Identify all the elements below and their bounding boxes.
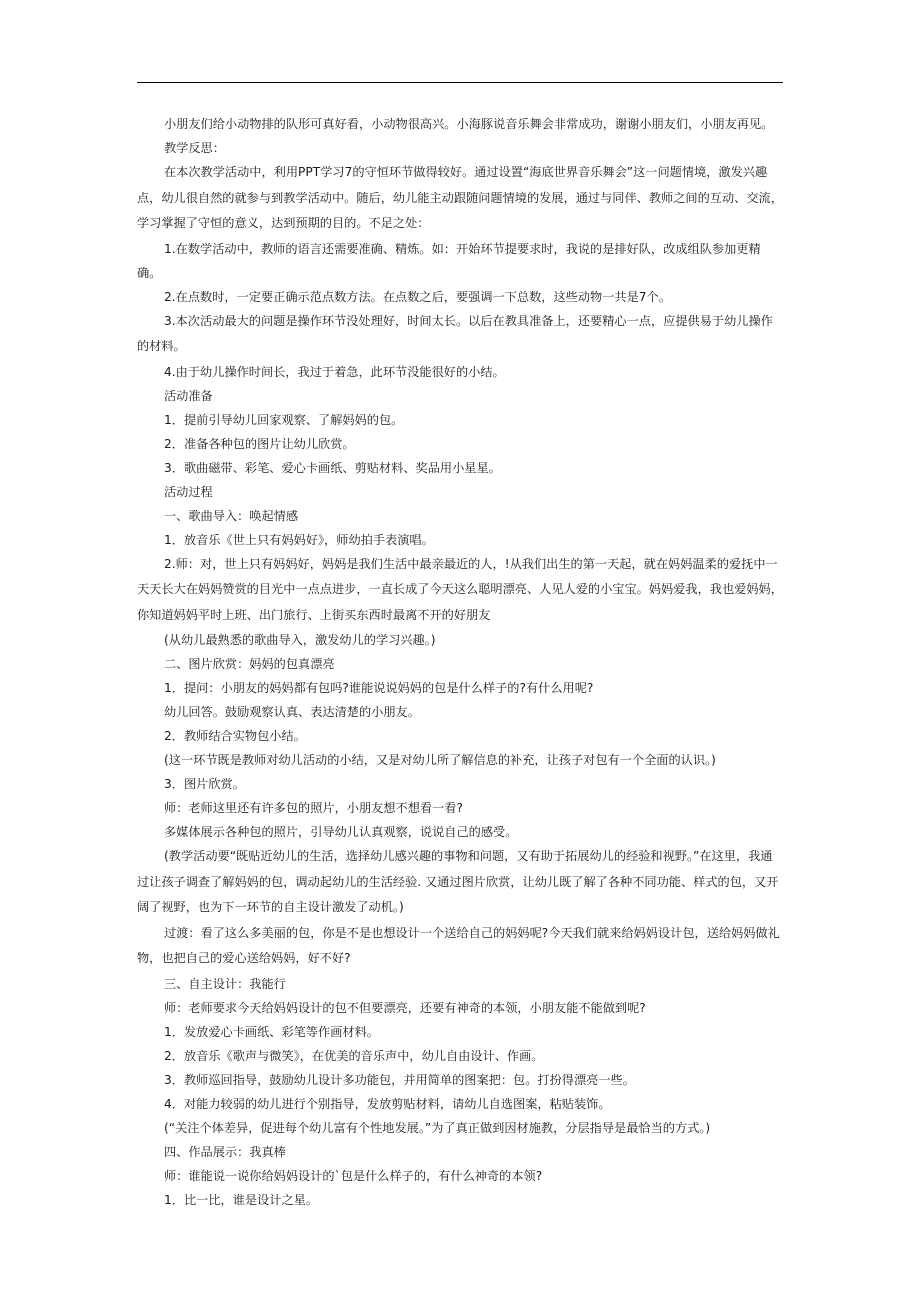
reflection-item-1: 1.在数学活动中，教师的语言还需要准确、精炼。如：开始环节提要求时，我说的是排好队，改成组队参加更精确。: [137, 241, 761, 280]
section-1-heading: 一、歌曲导入：唤起情感: [164, 508, 299, 523]
paragraph-reflection: 在本次教学活动中，利用PPT学习7的守恒环节做得较好。通过设置“海底世界音乐舞会”这一问题情境，激发兴趣点，幼儿很自然的就参与到教学活动中。随后，幼儿能主动跟随问题情境的发展，通过与同伴、教师之间的互动、交流，学习掌握了守恒的意义，达到预期的目的。不足之处：: [137, 165, 783, 230]
section-3-item-1: 1．发放爱心卡画纸、彩笔等作画材料。: [164, 1024, 379, 1039]
heading-process: 活动过程: [164, 484, 213, 499]
reflection-item-3: 3.本次活动最大的问题是操作环节没处理好，时间太长。以后在教具准备上，还要精心一点，应提供易于幼儿操作的材料。: [137, 313, 773, 353]
section-2-teacher: 师：老师这里还有许多包的照片，小朋友想不想看一看?: [164, 801, 463, 815]
section-3-item-2: 2．放音乐《歌声与微笑》，在优美的音乐声中，幼儿自由设计、作画。: [164, 1048, 544, 1063]
section-3-note: (“关注个体差异，促进每个幼儿富有个性地发展。”为了真正做到因材施教，分层指导是最恰当的方式。): [164, 1120, 711, 1135]
section-3-item-4: 4．对能力较弱的幼儿进行个别指导，发放剪贴材料，请幼儿自选图案，粘贴装饰。: [164, 1096, 611, 1111]
reflection-item-4: 4.由于幼儿操作时间长，我过于着急，此环节没能很好的小结。: [164, 364, 505, 379]
section-2-note-2: (教学活动要“既贴近幼儿的生活，选择幼儿感兴趣的事物和问题，又有助于拓展幼儿的经验和视野。”在这里，我通过让孩子调查了解妈妈的包，调动起幼儿的生活经验. 又通过图片欣赏，让幼儿既了解了各种不同功能、样式的包，又开阔了视野，也为下一环节的自主设计激发了动机。): [137, 849, 779, 914]
preparation-item-3: 3．歌曲磁带、彩笔、爱心卡画纸、剪贴材料、奖品用小星星。: [164, 460, 501, 475]
section-2-heading: 二、图片欣赏：妈妈的包真漂亮: [164, 657, 335, 671]
section-3-teacher: 师：老师要求今天给妈妈设计的包不但要漂亮，还要有神奇的本领，小朋友能不能做到呢?: [164, 1000, 646, 1015]
preparation-item-2: 2．准备各种包的图片让幼儿欣赏。: [164, 436, 355, 451]
section-4-teacher: 师：谁能说一说你给妈妈设计的`包是什么样子的，有什么神奇的本领?: [164, 1168, 543, 1183]
header-rule: [137, 82, 783, 83]
reflection-item-2: 2.在点数时，一定要正确示范点数方法。在点数之后，要强调一下总数，这些动物一共是7个。: [164, 289, 671, 304]
section-2-note-1: (这一环节既是教师对幼儿活动的小结，又是对幼儿所了解信息的补充，让孩子对包有一个全面的认识。): [164, 753, 716, 767]
section-2-item-2: 2．教师结合实物包小结。: [164, 729, 306, 743]
section-1-item-1: 1．放音乐《世上只有妈妈好》，师幼拍手表演唱。: [164, 532, 434, 547]
section-1-note: (从幼儿最熟悉的歌曲导入，激发幼儿的学习兴趣。): [164, 633, 436, 647]
section-1-item-2: 2.师：对，世上只有妈妈好，妈妈是我们生活中最亲最近的人，!从我们出生的第一天起，就在妈妈温柔的爱抚中一天天长大在妈妈赞赏的目光中一点点进步，一直长成了今天这么聪明漂亮、人见人爱的小宝宝。妈妈爱我，我也爱妈妈，你知道妈妈平时上班、出门旅行、上街买东西时最离不开的好朋友: [137, 556, 783, 622]
paragraph-closing: 小朋友们给小动物排的队形可真好看，小动物很高兴。小海豚说音乐舞会非常成功，谢谢小朋友们，小朋友再见。: [164, 117, 774, 131]
transition-paragraph: 过渡：看了这么多美丽的包，你是不是也想设计一个送给自己的妈妈呢?今天我们就来给妈妈设计包，送给妈妈做礼物，也把自己的爱心送给妈妈，好不好?: [137, 925, 780, 965]
section-2-item-1: 1．提问：小朋友的妈妈都有包吗?谁能说说妈妈的包是什么样子的?有什么用呢?: [164, 681, 594, 695]
section-3-item-3: 3．教师巡回指导，鼓励幼儿设计多功能包，并用简单的图案把：包。打扮得漂亮一些。: [164, 1072, 635, 1087]
section-3-heading: 三、自主设计：我能行: [164, 976, 286, 991]
section-2-item-3: 3．图片欣赏。: [164, 777, 245, 791]
section-2-media: 多媒体展示各种包的照片，引导幼儿认真观察，说说自己的感受。: [164, 825, 518, 839]
section-4-heading: 四、作品展示：我真棒: [164, 1144, 286, 1159]
preparation-item-1: 1．提前引导幼儿回家观察、了解妈妈的包。: [164, 412, 404, 427]
document-body: [137, 112, 783, 1212]
section-4-item-1: 1．比一比，谁是设计之星。: [164, 1192, 319, 1207]
heading-preparation: 活动准备: [164, 388, 213, 403]
heading-reflection: 教学反思：: [164, 141, 225, 155]
section-2-answer: 幼儿回答。鼓励观察认真、表达清楚的小朋友。: [164, 705, 420, 719]
